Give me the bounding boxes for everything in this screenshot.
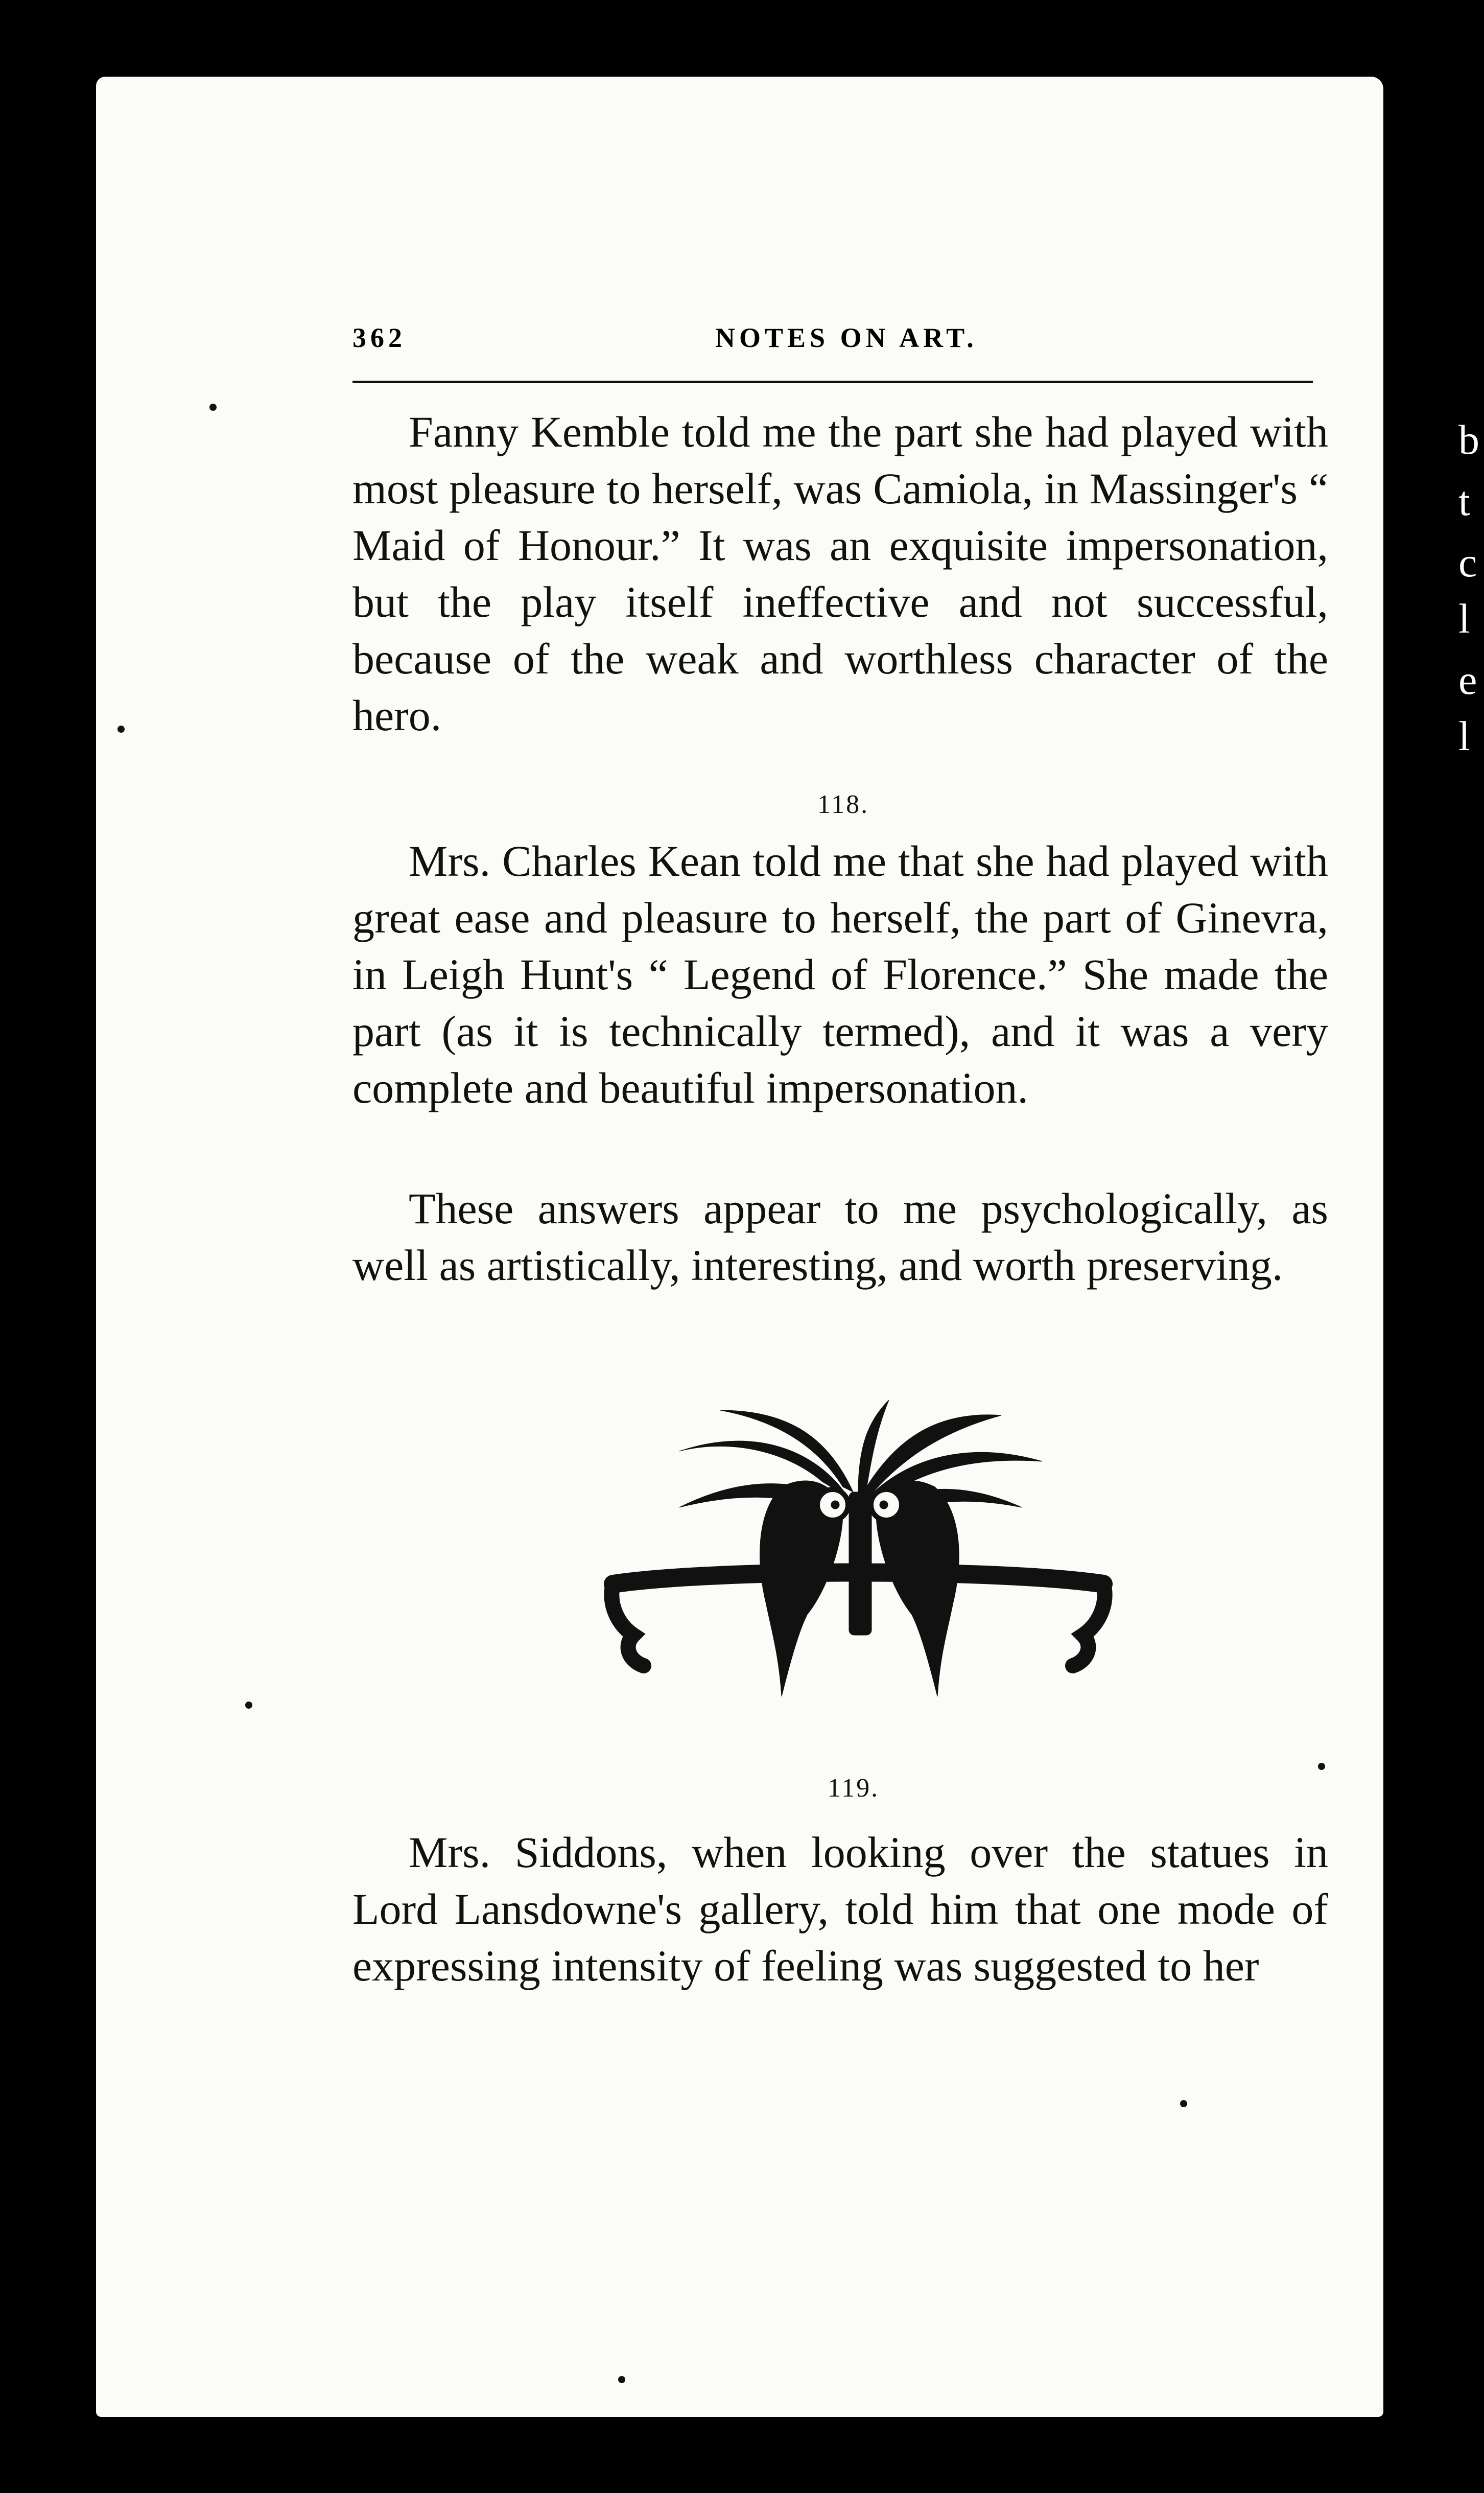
ink-speck: [618, 2376, 625, 2383]
bleed-letter: l: [1458, 713, 1470, 759]
section-number-119: 119.: [828, 1774, 880, 1803]
paragraph-mrs-siddons: Mrs. Siddons, when looking over the statues in Lord Lansdowne's gallery, told him that one mode of expressing intensity of feeling was suggested to her: [352, 1828, 1328, 1990]
ink-speck: [117, 726, 125, 733]
parrots-ornament: [603, 1390, 1114, 1717]
paragraph-mrs-charles-kean: Mrs. Charles Kean told me that she had played with great ease and pleasure to herself, the part of Ginevra, in Leigh Hunt's “ Legend of Florence.” She made the part (as it is technically termed), and it was a very complete and beautiful impersonation.: [352, 836, 1328, 1112]
ink-speck: [1318, 1763, 1325, 1770]
header-rule: [352, 381, 1313, 383]
ink-speck: [245, 1702, 252, 1709]
running-title: NOTES ON ART.: [715, 322, 978, 353]
paragraph-fanny-kemble: Fanny Kemble told me the part she had played with most pleasure to herself, was Camiola, in Massinger's “ Maid of Honour.” It was an exquisite impersonation, but the play itself ineffective and not successful, because of the weak and worthless character of the hero.: [352, 407, 1328, 740]
ink-speck: [1180, 2100, 1187, 2107]
bleed-letter: b: [1458, 416, 1479, 463]
section-number-118: 118.: [817, 790, 869, 819]
page-number: 362: [352, 322, 406, 353]
bleed-letter: l: [1458, 595, 1470, 642]
bleed-letter: t: [1458, 478, 1470, 524]
running-header: [255, 322, 1318, 363]
bleed-letter: e: [1458, 657, 1477, 703]
paragraph-answers: These answers appear to me psychologically, as well as artistically, interesting, and worth preserving.: [352, 1184, 1328, 1290]
bleed-letter: c: [1458, 539, 1477, 586]
ink-speck: [209, 404, 217, 411]
